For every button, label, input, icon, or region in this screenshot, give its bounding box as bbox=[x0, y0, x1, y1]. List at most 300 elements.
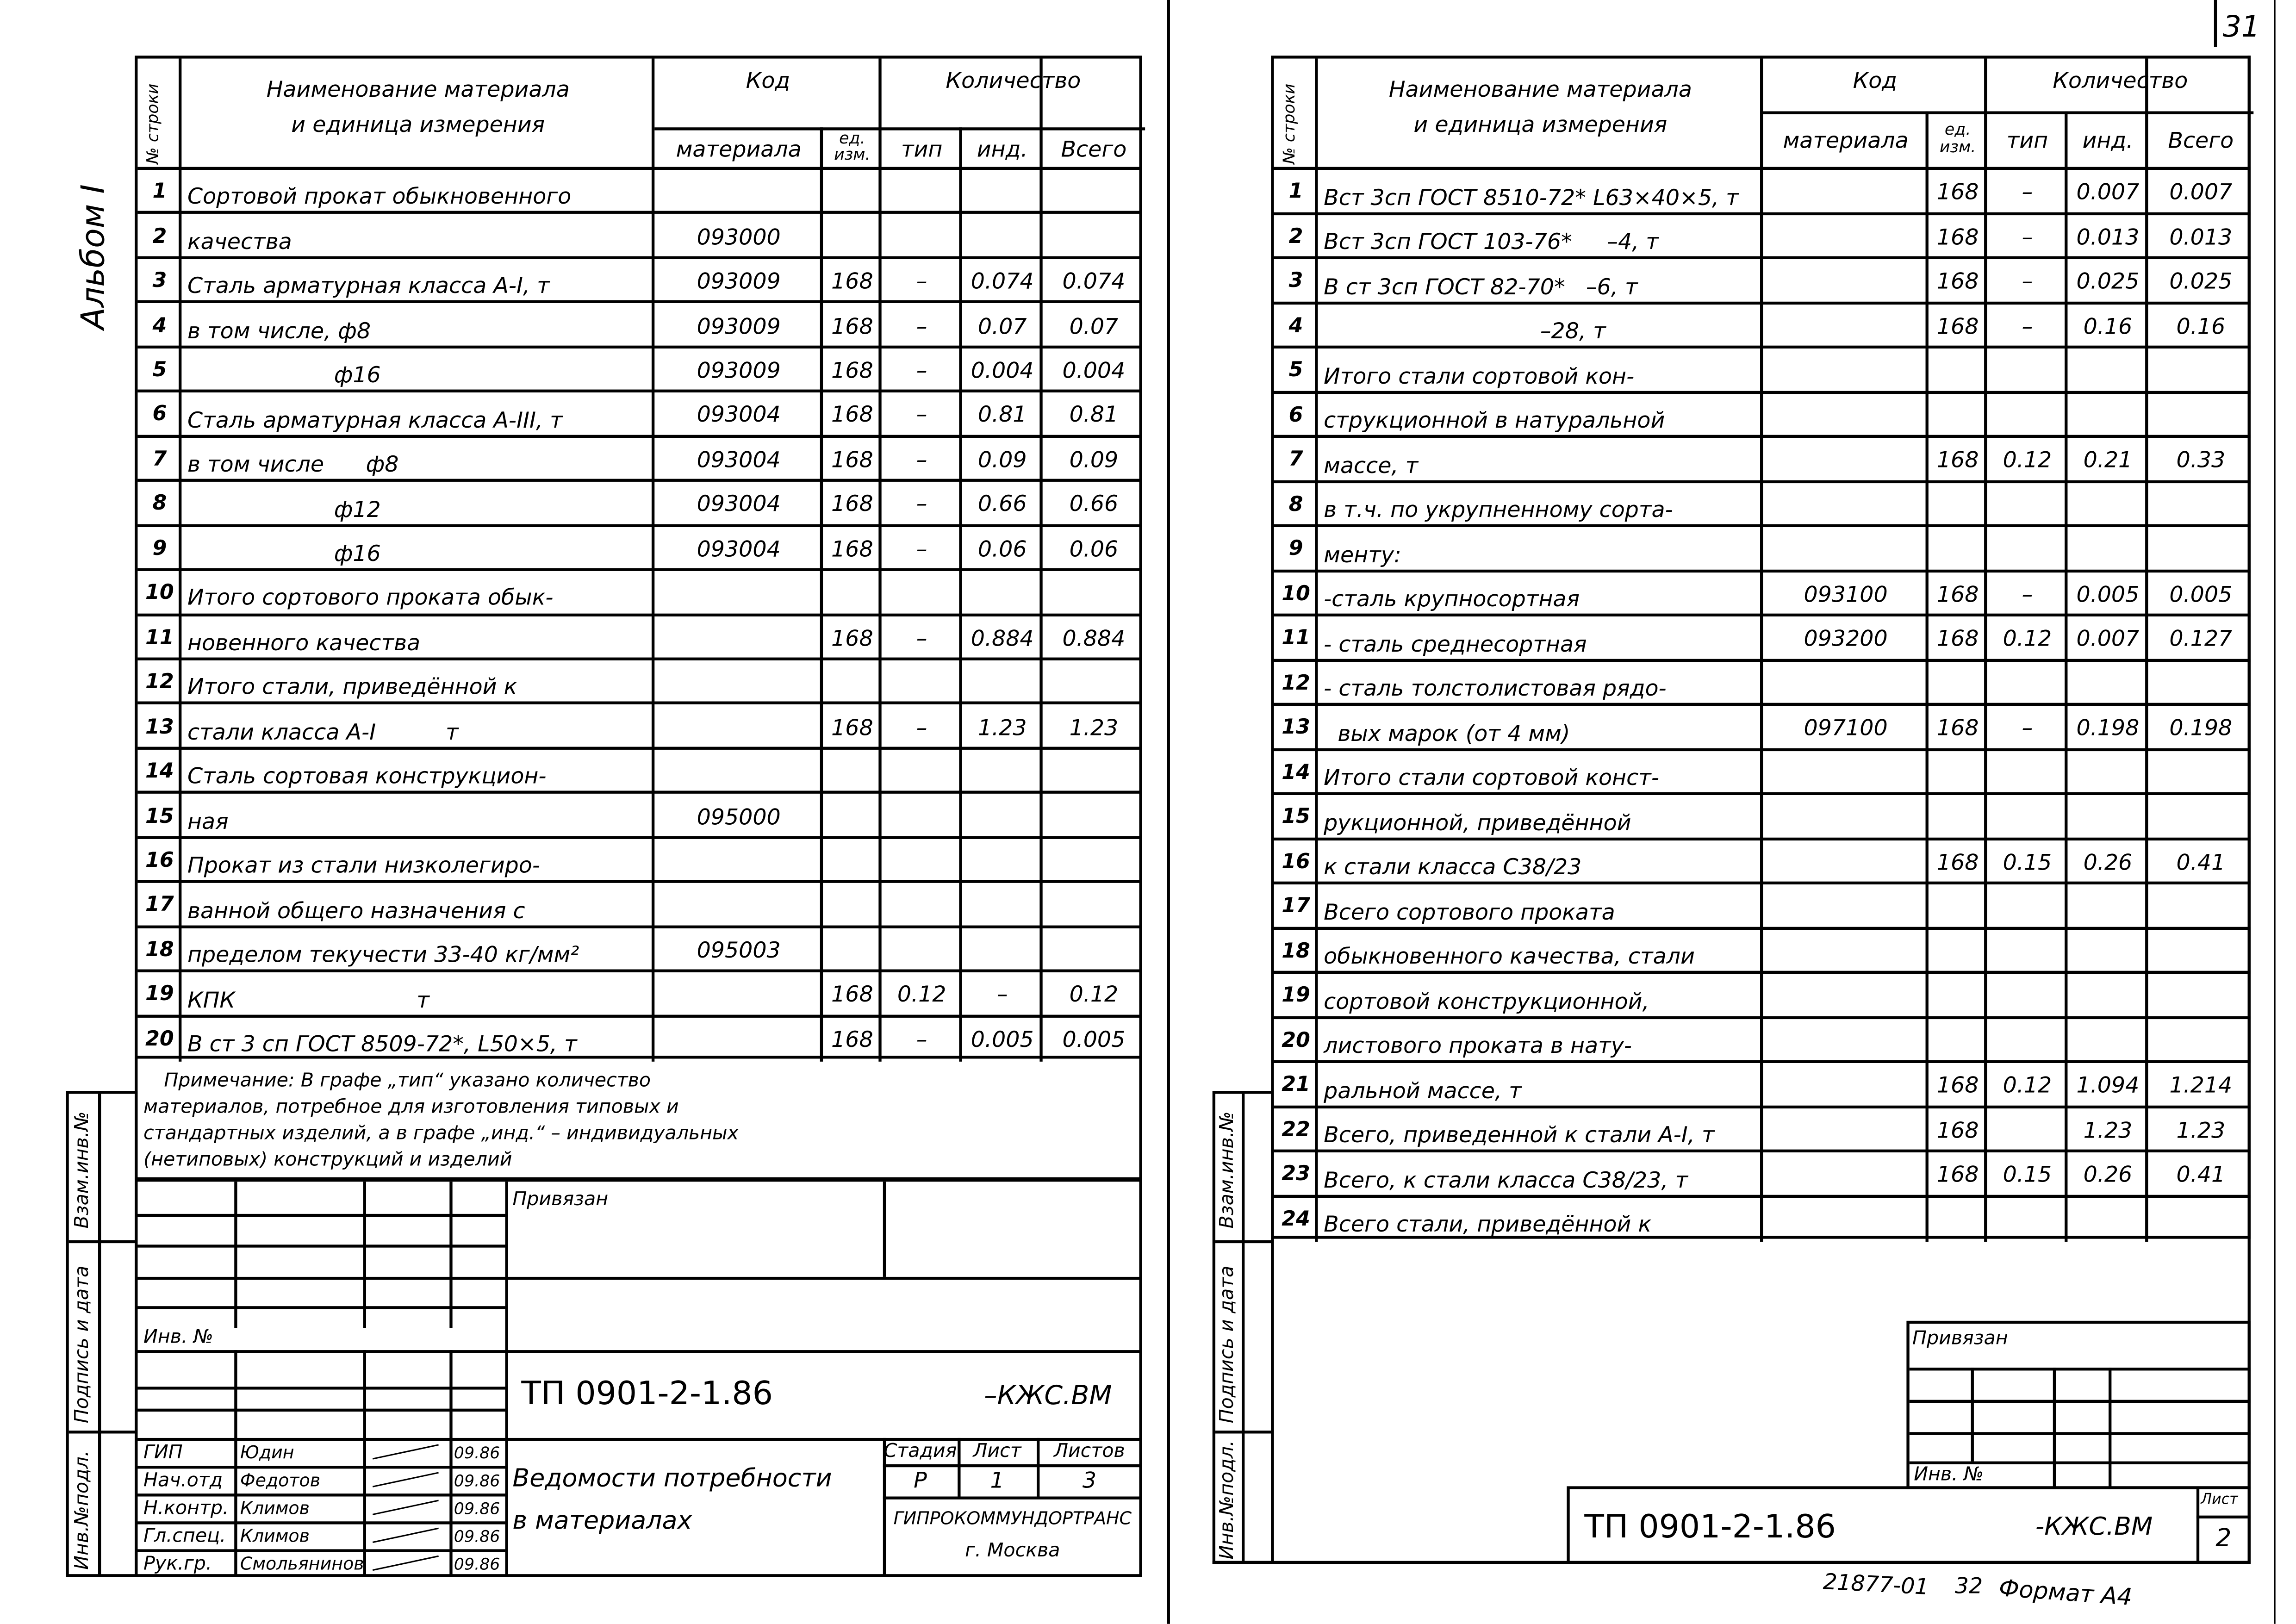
title-block-left bbox=[135, 1179, 1142, 1577]
table-row bbox=[137, 794, 1145, 839]
staff-date: 09.86 bbox=[454, 1444, 500, 1463]
qty-type: – bbox=[916, 714, 927, 740]
material-name: - сталь толстолистовая рядо- bbox=[1324, 675, 1667, 702]
material-name: струкционной в натуральной bbox=[1324, 407, 1665, 434]
staff-name: Смольянинов bbox=[240, 1553, 364, 1574]
bound-block-right bbox=[1906, 1321, 2251, 1489]
qty-type: 0.12 bbox=[2003, 625, 2052, 652]
table-row bbox=[137, 304, 1145, 348]
qty-total: 0.004 bbox=[1062, 357, 1126, 384]
sheet-value: 1 bbox=[990, 1467, 1004, 1494]
header-code-unit: ед. изм. bbox=[1939, 120, 1976, 156]
table-row bbox=[137, 393, 1145, 437]
sheet-label: Лист bbox=[973, 1441, 1021, 1463]
row-number: 2 bbox=[152, 225, 167, 249]
qty-type: – bbox=[2022, 581, 2033, 608]
replace-inv-label-right: Взам.инв.№ bbox=[1217, 1111, 1239, 1229]
row-number: 9 bbox=[152, 537, 167, 561]
row-number: 16 bbox=[1282, 850, 1310, 874]
row-number: 1 bbox=[152, 180, 167, 204]
staff-divider bbox=[137, 1549, 505, 1552]
unit-code: 168 bbox=[831, 446, 873, 473]
staff-date: 09.86 bbox=[454, 1471, 500, 1491]
material-name: Вст 3сп ГОСТ 103-76* –4, т bbox=[1324, 228, 1659, 255]
material-name: в том числе ф8 bbox=[187, 451, 399, 478]
row-number: 15 bbox=[145, 804, 174, 828]
note-line-2: материалов, потребное для изготовления типовых и bbox=[143, 1096, 679, 1119]
unit-code: 168 bbox=[1936, 715, 1979, 741]
sheet-value-right: 2 bbox=[2215, 1524, 2232, 1554]
unit-code: 168 bbox=[1936, 447, 1979, 473]
table-row bbox=[137, 883, 1145, 927]
note-box bbox=[135, 1057, 1142, 1180]
left-table-table bbox=[135, 56, 1142, 1058]
row-number: 13 bbox=[145, 715, 174, 739]
material-name: к стали класса С38/23 bbox=[1324, 853, 1582, 880]
sheets-label: Листов bbox=[1054, 1441, 1125, 1463]
table-row bbox=[137, 705, 1145, 749]
material-name: КПК т bbox=[187, 986, 429, 1013]
material-code: 093009 bbox=[697, 312, 781, 339]
organization: ГИПРОКОММУНДОРТРАНС bbox=[893, 1508, 1132, 1529]
row-number: 7 bbox=[152, 448, 167, 472]
right-table-table bbox=[1271, 56, 2251, 1238]
header-name-line-1: Наименование материала bbox=[266, 76, 570, 103]
table-row bbox=[137, 482, 1145, 526]
row-number: 11 bbox=[1282, 627, 1310, 651]
qty-total: 0.66 bbox=[1069, 491, 1119, 517]
row-number: 8 bbox=[152, 492, 167, 516]
staff-role: Гл.спец. bbox=[143, 1525, 226, 1548]
qty-ind: 0.06 bbox=[977, 535, 1027, 562]
row-number: 5 bbox=[1288, 359, 1303, 383]
qty-total: 0.16 bbox=[2176, 313, 2226, 340]
material-name: стали класса А-I т bbox=[187, 718, 459, 745]
table-row bbox=[1274, 616, 2254, 661]
unit-code: 168 bbox=[1936, 625, 1979, 652]
material-name: Всего, приведенной к стали А-I, т bbox=[1324, 1121, 1715, 1148]
header-qty-total: Всего bbox=[1061, 135, 1127, 162]
page-number-divider bbox=[2214, 0, 2217, 47]
material-name: массе, т bbox=[1324, 452, 1419, 479]
qty-total: 0.81 bbox=[1069, 402, 1119, 429]
table-row bbox=[137, 527, 1145, 571]
table-row bbox=[1274, 929, 2254, 973]
table-row bbox=[137, 660, 1145, 705]
unit-code: 168 bbox=[831, 402, 873, 429]
sheets-value: 3 bbox=[1082, 1467, 1097, 1494]
qty-ind: 0.21 bbox=[2083, 447, 2133, 473]
staff-name: Юдин bbox=[240, 1442, 294, 1463]
qty-ind: 0.81 bbox=[977, 402, 1027, 429]
row-number: 4 bbox=[152, 314, 167, 338]
qty-type: – bbox=[2022, 268, 2033, 295]
row-number: 2 bbox=[1288, 225, 1303, 249]
qty-total: 0.33 bbox=[2176, 447, 2226, 473]
unit-code: 168 bbox=[1936, 313, 1979, 340]
city: г. Москва bbox=[965, 1540, 1060, 1562]
bound-label: Привязан bbox=[512, 1189, 609, 1211]
table-row bbox=[1274, 527, 2254, 572]
material-name: в т.ч. по укрупненному сорта- bbox=[1324, 496, 1673, 523]
table-row bbox=[137, 259, 1145, 304]
staff-divider bbox=[137, 1521, 505, 1524]
material-code: 093000 bbox=[697, 223, 781, 250]
unit-code: 168 bbox=[831, 714, 873, 740]
qty-total: 0.06 bbox=[1069, 535, 1119, 562]
qty-type: – bbox=[2022, 224, 2033, 250]
unit-code: 168 bbox=[831, 357, 873, 384]
qty-type: – bbox=[916, 535, 927, 562]
row-number: 3 bbox=[152, 269, 167, 293]
row-number: 13 bbox=[1282, 716, 1310, 740]
header-code: Код bbox=[1853, 67, 1898, 94]
staff-date: 09.86 bbox=[454, 1527, 500, 1547]
header-name-line-2: и единица измерения bbox=[1413, 111, 1668, 138]
header-qty-total: Всего bbox=[2168, 127, 2234, 154]
document-code: ТП 0901-2-1.86 bbox=[521, 1376, 773, 1413]
qty-type: – bbox=[2022, 313, 2033, 340]
table-row bbox=[1274, 706, 2254, 750]
material-code: 093004 bbox=[697, 446, 781, 473]
qty-type: 0.12 bbox=[2003, 1072, 2052, 1099]
table-row bbox=[137, 170, 1145, 214]
table-row bbox=[137, 571, 1145, 616]
margin-stamp-right bbox=[1213, 1091, 1274, 1564]
qty-total: 0.09 bbox=[1069, 446, 1119, 473]
qty-ind: 0.16 bbox=[2083, 313, 2133, 340]
header-quantity: Количество bbox=[2053, 67, 2188, 94]
table-row bbox=[1274, 1063, 2254, 1108]
material-name: Всего сортового проката bbox=[1324, 898, 1615, 925]
qty-ind: 0.66 bbox=[977, 491, 1027, 517]
table-row bbox=[137, 928, 1145, 972]
row-number: 20 bbox=[1282, 1029, 1310, 1053]
unit-code: 168 bbox=[1936, 581, 1979, 608]
unit-code: 168 bbox=[831, 981, 873, 1008]
table-row bbox=[137, 437, 1145, 482]
material-name: Сортовой прокат обыкновенного bbox=[187, 183, 572, 210]
note-line-4: (нетиповых) конструкций и изделий bbox=[143, 1149, 512, 1172]
qty-ind: 0.013 bbox=[2076, 224, 2140, 250]
qty-type: 0.12 bbox=[2003, 447, 2052, 473]
qty-ind: 0.884 bbox=[971, 625, 1034, 652]
table-row bbox=[1274, 215, 2254, 259]
material-name: сортовой конструкционной, bbox=[1324, 988, 1649, 1014]
table-row bbox=[1274, 840, 2254, 884]
document-suffix-right: -КЖС.ВМ bbox=[2035, 1512, 2153, 1542]
row-number: 14 bbox=[1282, 761, 1310, 785]
staff-role: Нач.отд bbox=[143, 1470, 223, 1493]
qty-ind: 0.09 bbox=[977, 446, 1027, 473]
material-code: 093004 bbox=[697, 402, 781, 429]
inv-no-label-right: Инв. № bbox=[1914, 1464, 1984, 1487]
material-code: 097100 bbox=[1804, 715, 1888, 741]
document-title-line-1: Ведомости потребности bbox=[512, 1464, 832, 1494]
header-code-material: материала bbox=[676, 135, 802, 162]
qty-total: 0.12 bbox=[1069, 981, 1119, 1008]
material-name: Сталь арматурная класса А-I, т bbox=[187, 273, 550, 299]
material-code: 093200 bbox=[1804, 625, 1888, 652]
row-number: 7 bbox=[1288, 448, 1303, 472]
table-row bbox=[1274, 1018, 2254, 1063]
qty-type: – bbox=[916, 491, 927, 517]
table-row bbox=[1274, 974, 2254, 1018]
material-name: - сталь среднесортная bbox=[1324, 630, 1587, 657]
table-row bbox=[1274, 661, 2254, 706]
header-row-no: № строки bbox=[1280, 83, 1299, 164]
staff-name: Климов bbox=[240, 1525, 310, 1547]
unit-code: 168 bbox=[831, 1026, 873, 1053]
row-number: 17 bbox=[145, 894, 174, 917]
qty-type: – bbox=[916, 1026, 927, 1053]
signature-date-label-right: Подпись и дата bbox=[1217, 1265, 1239, 1424]
material-name: Вст 3сп ГОСТ 8510-72* L63×40×5, т bbox=[1324, 184, 1739, 211]
sheet-label-right: Лист bbox=[2201, 1492, 2238, 1508]
material-code: 093009 bbox=[697, 357, 781, 384]
qty-ind: 0.025 bbox=[2076, 268, 2140, 295]
table-row bbox=[137, 214, 1145, 259]
material-name: Всего стали, приведённой к bbox=[1324, 1211, 1652, 1238]
bound-label-right: Привязан bbox=[1912, 1328, 2008, 1350]
qty-type: – bbox=[916, 625, 927, 652]
material-name: Сталь арматурная класса А-III, т bbox=[187, 406, 563, 433]
qty-type: – bbox=[916, 312, 927, 339]
qty-ind: 0.005 bbox=[971, 1026, 1034, 1053]
unit-code: 168 bbox=[1936, 268, 1979, 295]
header-subdivider bbox=[654, 127, 1145, 130]
document-suffix: –КЖС.ВМ bbox=[984, 1381, 1112, 1412]
material-name: ральной массе, т bbox=[1324, 1077, 1522, 1103]
qty-type: – bbox=[2022, 179, 2033, 205]
row-number: 16 bbox=[145, 849, 174, 873]
material-name: –28, т bbox=[1324, 317, 1606, 344]
row-number: 22 bbox=[1282, 1118, 1310, 1142]
material-name: Итого стали, приведённой к bbox=[187, 674, 517, 701]
header-name-line-2: и единица измерения bbox=[291, 111, 545, 138]
material-name: вых марок (от 4 мм) bbox=[1324, 720, 1570, 747]
page-number: 31 bbox=[2222, 8, 2260, 44]
qty-type: – bbox=[916, 446, 927, 473]
signature-icon bbox=[373, 1472, 439, 1487]
table-row bbox=[1274, 884, 2254, 929]
table-row bbox=[137, 972, 1145, 1017]
qty-total: 1.23 bbox=[2176, 1117, 2226, 1144]
edge-line bbox=[2274, 0, 2276, 1624]
unit-code: 168 bbox=[831, 268, 873, 295]
row-number: 20 bbox=[145, 1027, 174, 1051]
signature-icon bbox=[373, 1444, 439, 1459]
header-code-unit: ед. изм. bbox=[834, 128, 871, 164]
note-line-1: Примечание: В графе „тип“ указано количество bbox=[164, 1070, 651, 1093]
unit-code: 168 bbox=[831, 491, 873, 517]
material-code: 093004 bbox=[697, 535, 781, 562]
album-label: Альбом I bbox=[76, 184, 113, 330]
replace-inv-label: Взам.инв.№ bbox=[72, 1111, 94, 1229]
table-row bbox=[137, 1017, 1145, 1061]
row-number: 12 bbox=[1282, 672, 1310, 696]
footer-sheet-index: 32 bbox=[1954, 1573, 1983, 1599]
material-code: 093009 bbox=[697, 268, 781, 295]
inv-orig-label-right: Инв.№подл. bbox=[1217, 1440, 1239, 1560]
qty-type: – bbox=[916, 268, 927, 295]
qty-total: 0.074 bbox=[1062, 268, 1126, 295]
header-code-material: материала bbox=[1783, 127, 1909, 154]
staff-divider bbox=[137, 1493, 505, 1496]
table-row bbox=[1274, 170, 2254, 214]
staff-name: Климов bbox=[240, 1498, 310, 1518]
row-number: 19 bbox=[145, 983, 174, 1007]
signature-icon bbox=[373, 1500, 439, 1515]
table-row bbox=[1274, 1152, 2254, 1197]
table-row bbox=[1274, 393, 2254, 438]
row-number: 8 bbox=[1288, 493, 1303, 517]
qty-type: 0.12 bbox=[897, 981, 946, 1008]
material-code: 093100 bbox=[1804, 581, 1888, 608]
staff-divider bbox=[137, 1466, 505, 1468]
sheet-divider bbox=[1167, 0, 1170, 1624]
row-number: 6 bbox=[152, 403, 167, 427]
qty-total: 1.214 bbox=[2169, 1072, 2233, 1099]
row-number: 15 bbox=[1282, 805, 1310, 829]
qty-ind: 0.007 bbox=[2076, 179, 2140, 205]
margin-stamp-left bbox=[66, 1091, 137, 1577]
table-row bbox=[137, 348, 1145, 392]
qty-ind: 1.23 bbox=[2083, 1117, 2133, 1144]
qty-ind: 0.004 bbox=[971, 357, 1034, 384]
row-number: 4 bbox=[1288, 314, 1303, 338]
unit-code: 168 bbox=[831, 535, 873, 562]
staff-date: 09.86 bbox=[454, 1555, 500, 1574]
unit-code: 168 bbox=[1936, 1161, 1979, 1188]
title-block-right bbox=[1567, 1486, 2251, 1564]
qty-total: 0.025 bbox=[2169, 268, 2233, 295]
material-name: обыкновенного качества, стали bbox=[1324, 943, 1695, 970]
unit-code: 168 bbox=[831, 625, 873, 652]
staff-row bbox=[137, 1438, 505, 1466]
stage-label: Стадия bbox=[884, 1441, 957, 1463]
qty-type: 0.15 bbox=[2003, 849, 2052, 876]
row-number: 14 bbox=[145, 760, 174, 784]
staff-row bbox=[137, 1521, 505, 1549]
qty-total: 0.198 bbox=[2169, 715, 2233, 741]
header-qty-type: тип bbox=[2006, 127, 2048, 154]
table-row bbox=[1274, 483, 2254, 527]
material-name: менту: bbox=[1324, 541, 1401, 568]
unit-code: 168 bbox=[1936, 179, 1979, 205]
table-row bbox=[137, 839, 1145, 883]
qty-total: 0.005 bbox=[2169, 581, 2233, 608]
material-name: В ст 3 сп ГОСТ 8509-72*, L50×5, т bbox=[187, 1031, 577, 1058]
qty-ind: 0.074 bbox=[971, 268, 1034, 295]
material-name: листового проката в нату- bbox=[1324, 1032, 1632, 1059]
staff-name: Федотов bbox=[240, 1470, 321, 1491]
qty-ind: 0.198 bbox=[2076, 715, 2140, 741]
staff-role: Рук.гр. bbox=[143, 1553, 212, 1576]
qty-type: – bbox=[916, 402, 927, 429]
table-row bbox=[1274, 1108, 2254, 1152]
qty-total: 0.013 bbox=[2169, 224, 2233, 250]
qty-total: 0.07 bbox=[1069, 312, 1119, 339]
material-name: новенного качества bbox=[187, 629, 421, 656]
material-name: ф16 bbox=[187, 362, 381, 389]
material-name: Итого стали сортовой конст- bbox=[1324, 764, 1659, 791]
signature-icon bbox=[373, 1556, 439, 1571]
qty-ind: 1.23 bbox=[977, 714, 1027, 740]
row-number: 17 bbox=[1282, 895, 1310, 919]
material-name: Сталь сортовая конструкцион- bbox=[187, 763, 547, 790]
header-row-no: № строки bbox=[143, 83, 163, 164]
stage-value: Р bbox=[914, 1467, 927, 1494]
row-number: 24 bbox=[1282, 1207, 1310, 1232]
qty-total: 0.127 bbox=[2169, 625, 2233, 652]
inv-orig-label: Инв.№подл. bbox=[72, 1450, 94, 1570]
table-row bbox=[1274, 438, 2254, 482]
header-qty-type: тип bbox=[901, 135, 943, 162]
qty-total: 0.41 bbox=[2176, 1161, 2226, 1188]
qty-type: – bbox=[2022, 715, 2033, 741]
staff-row bbox=[137, 1466, 505, 1493]
header-name-line-1: Наименование материала bbox=[1388, 76, 1692, 103]
row-number: 12 bbox=[145, 671, 174, 695]
unit-code: 168 bbox=[1936, 1117, 1979, 1144]
qty-ind: 0.26 bbox=[2083, 849, 2133, 876]
table-row bbox=[1274, 750, 2254, 795]
row-number: 23 bbox=[1282, 1163, 1310, 1187]
material-name: ф16 bbox=[187, 540, 381, 567]
footer-format: Формат А4 bbox=[1998, 1574, 2133, 1611]
signature-icon bbox=[373, 1528, 439, 1543]
qty-ind: 0.26 bbox=[2083, 1161, 2133, 1188]
table-row bbox=[1274, 348, 2254, 393]
staff-row bbox=[137, 1549, 505, 1577]
qty-ind: – bbox=[996, 981, 1008, 1008]
row-number: 1 bbox=[1288, 180, 1303, 204]
qty-total: 0.005 bbox=[1062, 1026, 1126, 1053]
qty-ind: 0.005 bbox=[2076, 581, 2140, 608]
material-name: -сталь крупносортная bbox=[1324, 585, 1580, 612]
row-number: 6 bbox=[1288, 404, 1303, 428]
row-number: 10 bbox=[145, 581, 174, 605]
qty-ind: 1.094 bbox=[2076, 1072, 2140, 1099]
material-name: качества bbox=[187, 228, 292, 255]
unit-code: 168 bbox=[1936, 849, 1979, 876]
row-number: 3 bbox=[1288, 269, 1303, 293]
inv-no-label: Инв. № bbox=[143, 1326, 213, 1349]
row-number: 9 bbox=[1288, 537, 1303, 561]
row-number: 10 bbox=[1282, 582, 1310, 606]
unit-code: 168 bbox=[1936, 1072, 1979, 1099]
qty-ind: 0.007 bbox=[2076, 625, 2140, 652]
table-row bbox=[137, 749, 1145, 794]
qty-total: 0.884 bbox=[1062, 625, 1126, 652]
row-number: 18 bbox=[1282, 940, 1310, 964]
header-qty-ind: инд. bbox=[2082, 127, 2134, 154]
staff-row bbox=[137, 1493, 505, 1521]
row-number: 19 bbox=[1282, 984, 1310, 1008]
staff-role: Н.контр. bbox=[143, 1498, 229, 1520]
row-number: 21 bbox=[1282, 1073, 1310, 1097]
material-name: Итого сортового проката обык- bbox=[187, 585, 554, 611]
material-code: 093004 bbox=[697, 491, 781, 517]
footer-code: 21877-01 bbox=[1822, 1568, 1929, 1600]
qty-total: 1.23 bbox=[1069, 714, 1119, 740]
material-name: рукционной, приведённой bbox=[1324, 809, 1631, 836]
material-name: в том числе, ф8 bbox=[187, 317, 371, 344]
document-code-right: ТП 0901-2-1.86 bbox=[1584, 1509, 1836, 1547]
table-row bbox=[1274, 1197, 2254, 1241]
table-row bbox=[1274, 795, 2254, 840]
